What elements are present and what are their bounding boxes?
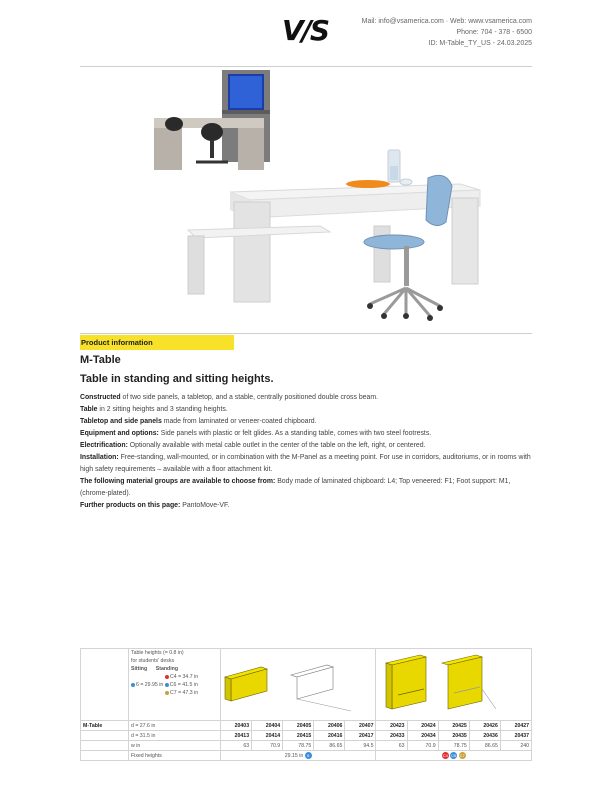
row-depth-31: d = 31.5 in xyxy=(129,731,221,741)
desc-installation: Installation: Free-standing, wall-mounted, or in combination with the M-Panel as a meeting point. For use in corridors, auditoriums, or in rooms with high safety requirements – available with a floor attachment kit. xyxy=(80,454,531,473)
width-value: 86.65 xyxy=(314,741,345,751)
desc-tabletop: Tabletop and side panels made from laminated or veneer-coated chipboard. xyxy=(80,418,317,425)
m-panel-scene xyxy=(154,70,270,170)
desc-further-products: Further products on this page: PantoMove-VF. xyxy=(80,502,230,509)
row-label-empty xyxy=(81,751,129,761)
desc-table: Table in 2 sitting heights and 3 standing heights. xyxy=(80,406,228,413)
product-description xyxy=(80,392,535,512)
height-notes: Table heights (= 0.8 in) for students' desks Sitting Standing C4 = 34.7 in 6 = 29.95 in C6 = 41.5 in C7 = 47.3 in xyxy=(129,649,221,721)
section-divider xyxy=(80,333,532,334)
width-value: 70.9 xyxy=(407,741,438,751)
art-no: 20407 xyxy=(345,721,376,731)
art-no: 20433 xyxy=(376,731,407,741)
art-no: 20415 xyxy=(283,731,314,741)
art-no: 20426 xyxy=(469,721,500,731)
document-id: ID: M-Table_TY_US - 24.03.2025 xyxy=(428,40,532,47)
width-value: 63 xyxy=(221,741,252,751)
art-no: 20414 xyxy=(252,731,283,741)
section-tag: Product information xyxy=(80,335,234,350)
art-no: 20413 xyxy=(221,731,252,741)
width-value: 78.75 xyxy=(283,741,314,751)
vs-logo: V/S xyxy=(282,14,329,47)
height-badge-c6: C6 xyxy=(451,752,457,758)
product-photo xyxy=(130,66,490,328)
art-no: 20404 xyxy=(252,721,283,731)
row-fixed-heights: Fixed heights xyxy=(129,751,221,761)
height-badge-c7: C7 xyxy=(459,752,465,758)
art-no: 20406 xyxy=(314,721,345,731)
contact-phone: Phone: 704 - 378 - 6500 xyxy=(456,29,532,36)
height-badge-6: 6 xyxy=(305,752,312,759)
art-no: 20423 xyxy=(376,721,407,731)
product-subtitle: Table in standing and sitting heights. xyxy=(80,373,274,385)
art-no: 20436 xyxy=(469,731,500,741)
spec-corner xyxy=(81,649,129,721)
width-value: 94.5 xyxy=(345,741,376,751)
fixed-standing-heights xyxy=(376,751,532,761)
spec-table xyxy=(80,648,532,761)
product-title: M-Table xyxy=(80,354,121,366)
art-no: 20437 xyxy=(500,731,531,741)
art-no: 20425 xyxy=(438,721,469,731)
art-no: 20434 xyxy=(407,731,438,741)
width-value: 86.65 xyxy=(469,741,500,751)
width-value: 70.9 xyxy=(252,741,283,751)
row-depth-27: d = 27.6 in xyxy=(129,721,221,731)
contact-block xyxy=(362,16,532,49)
height-badge-c4: C4 xyxy=(442,752,448,758)
art-no: 20427 xyxy=(500,721,531,731)
desc-constructed: Constructed of two side panels, a tabletop, and a stable, centrally positioned double cross beam. xyxy=(80,394,379,401)
width-value: 63 xyxy=(376,741,407,751)
row-label-empty xyxy=(81,731,129,741)
art-no: 20405 xyxy=(283,721,314,731)
contact-mail-web: Mail: info@vsamerica.com · Web: www.vsamerica.com xyxy=(361,18,532,25)
row-label-empty xyxy=(81,741,129,751)
desc-electrification: Electrification: Optionally available with metal cable outlet in the center of the table on the left, right, or centered. xyxy=(80,442,426,449)
art-no: 20417 xyxy=(345,731,376,741)
width-value: 240 xyxy=(500,741,531,751)
art-no: 20435 xyxy=(438,731,469,741)
row-width: w in xyxy=(129,741,221,751)
width-value: 78.75 xyxy=(438,741,469,751)
desc-equipment: Equipment and options: Side panels with plastic or felt glides. As a standing table, comes with two steel footrests. xyxy=(80,430,432,437)
art-no: 20416 xyxy=(314,731,345,741)
art-no: 20424 xyxy=(407,721,438,731)
desc-materials: The following material groups are available to choose from: Body made of laminated chipboard: L4; Top veneered: F1; Foot support: M1,(chrome-plated). xyxy=(80,478,511,497)
sitting-table-drawing xyxy=(221,649,376,721)
art-no: 20403 xyxy=(221,721,252,731)
standing-table-drawing xyxy=(376,649,532,721)
fixed-sitting-height: 29.15 in 6 xyxy=(221,751,376,761)
row-label-mtable: M-Table xyxy=(81,721,129,731)
